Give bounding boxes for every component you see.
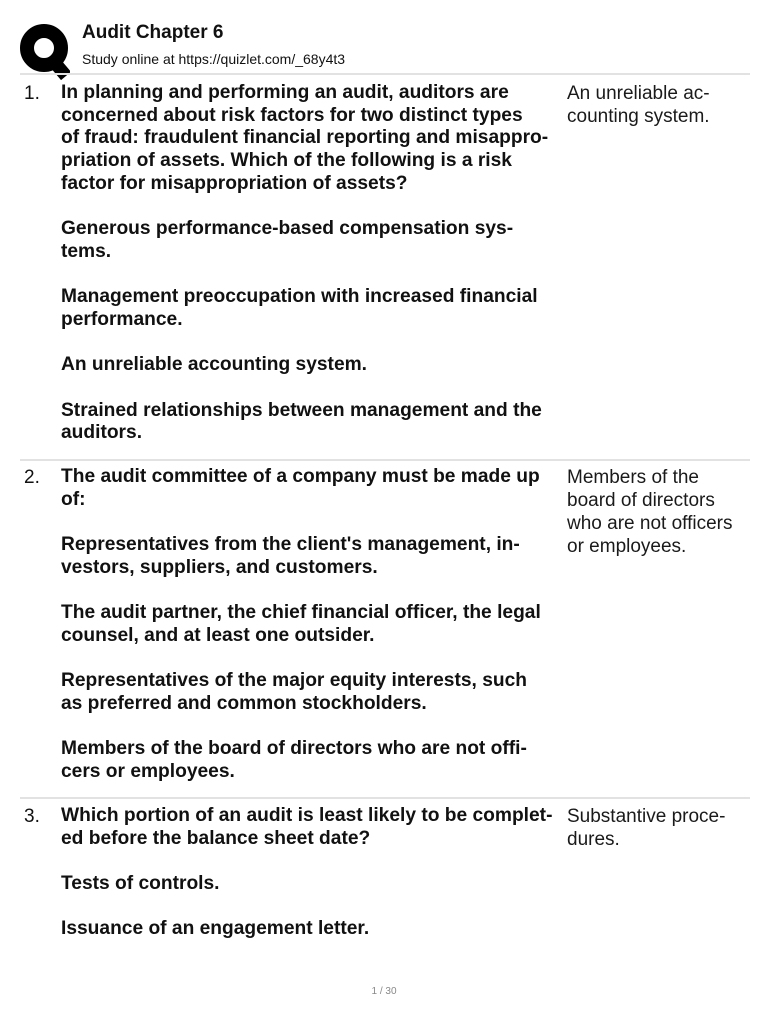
question-line: The audit committee of a company must be made up <box>61 466 540 487</box>
quizlet-q-logo-icon[interactable] <box>20 24 70 84</box>
question-gap <box>61 511 563 534</box>
card-answer <box>567 466 752 558</box>
answer-line: counting system. <box>567 106 710 127</box>
question-line: Management preoccupation with increased financial <box>61 286 538 308</box>
answer-line: who are not officers <box>567 513 733 534</box>
answer-line: dures. <box>567 829 620 850</box>
answer-line: Members of the <box>567 467 699 488</box>
question-line: vestors, suppliers, and customers. <box>61 556 378 578</box>
question-line: auditors. <box>61 422 143 444</box>
page-title: Audit Chapter 6 <box>82 22 224 43</box>
question-line: tems. <box>61 240 112 262</box>
question-line: as preferred and common stockholders. <box>61 692 427 714</box>
card-question <box>61 466 563 784</box>
card-answer <box>567 805 752 851</box>
question-line: Strained relationships between management and the <box>61 399 542 421</box>
answer-line: or employees. <box>567 536 687 557</box>
card-question <box>61 82 563 445</box>
divider <box>20 73 750 75</box>
divider <box>20 459 750 461</box>
question-line: of: <box>61 488 86 510</box>
question-line: Tests of controls. <box>61 873 220 895</box>
question-line: Generous performance-based compensation sys- <box>61 218 514 240</box>
card-number: 1. <box>24 83 40 104</box>
answer-line: An unreliable ac- <box>567 83 710 104</box>
card-number: 3. <box>24 806 40 827</box>
question-gap <box>61 264 563 287</box>
page-header <box>20 14 750 74</box>
question-gap <box>61 196 563 219</box>
question-line: Members of the board of directors who are not offi- <box>61 738 527 760</box>
question-gap <box>61 648 563 671</box>
divider <box>20 797 750 799</box>
question-line: priation of assets. Which of the following is a risk <box>61 150 512 172</box>
question-gap <box>61 580 563 603</box>
question-line: of fraud: fraudulent financial reporting and misappro- <box>61 127 549 149</box>
question-line: An unreliable accounting system. <box>61 354 368 376</box>
question-line: Representatives from the client's management, in- <box>61 534 520 556</box>
question-line: In planning and performing an audit, auditors are <box>61 82 509 103</box>
question-line: Representatives of the major equity interests, such <box>61 670 527 692</box>
question-line: factor for misappropriation of assets? <box>61 172 408 194</box>
question-gap <box>61 716 563 739</box>
question-line: The audit partner, the chief financial officer, the legal <box>61 602 541 624</box>
question-line: performance. <box>61 309 183 330</box>
question-gap <box>61 896 563 919</box>
question-line: cers or employees. <box>61 761 235 783</box>
question-line: Issuance of an engagement letter. <box>61 918 370 940</box>
question-line: ed before the balance sheet date? <box>61 827 371 849</box>
card-answer <box>567 82 752 128</box>
question-gap <box>61 332 563 355</box>
card-question <box>61 805 563 941</box>
question-line: concerned about risk factors for two distinct types <box>61 104 523 126</box>
question-line: Which portion of an audit is least likely to be complet- <box>61 805 553 826</box>
question-line: counsel, and at least one outsider. <box>61 624 375 646</box>
study-link-text: Study online at https://quizlet.com/_68y4t3 <box>82 51 346 67</box>
answer-line: Substantive proce- <box>567 806 726 827</box>
question-gap <box>61 850 563 873</box>
answer-line: board of directors <box>567 490 715 511</box>
question-gap <box>61 377 563 400</box>
card-number: 2. <box>24 467 40 488</box>
page-indicator: 1 / 30 <box>371 986 397 997</box>
